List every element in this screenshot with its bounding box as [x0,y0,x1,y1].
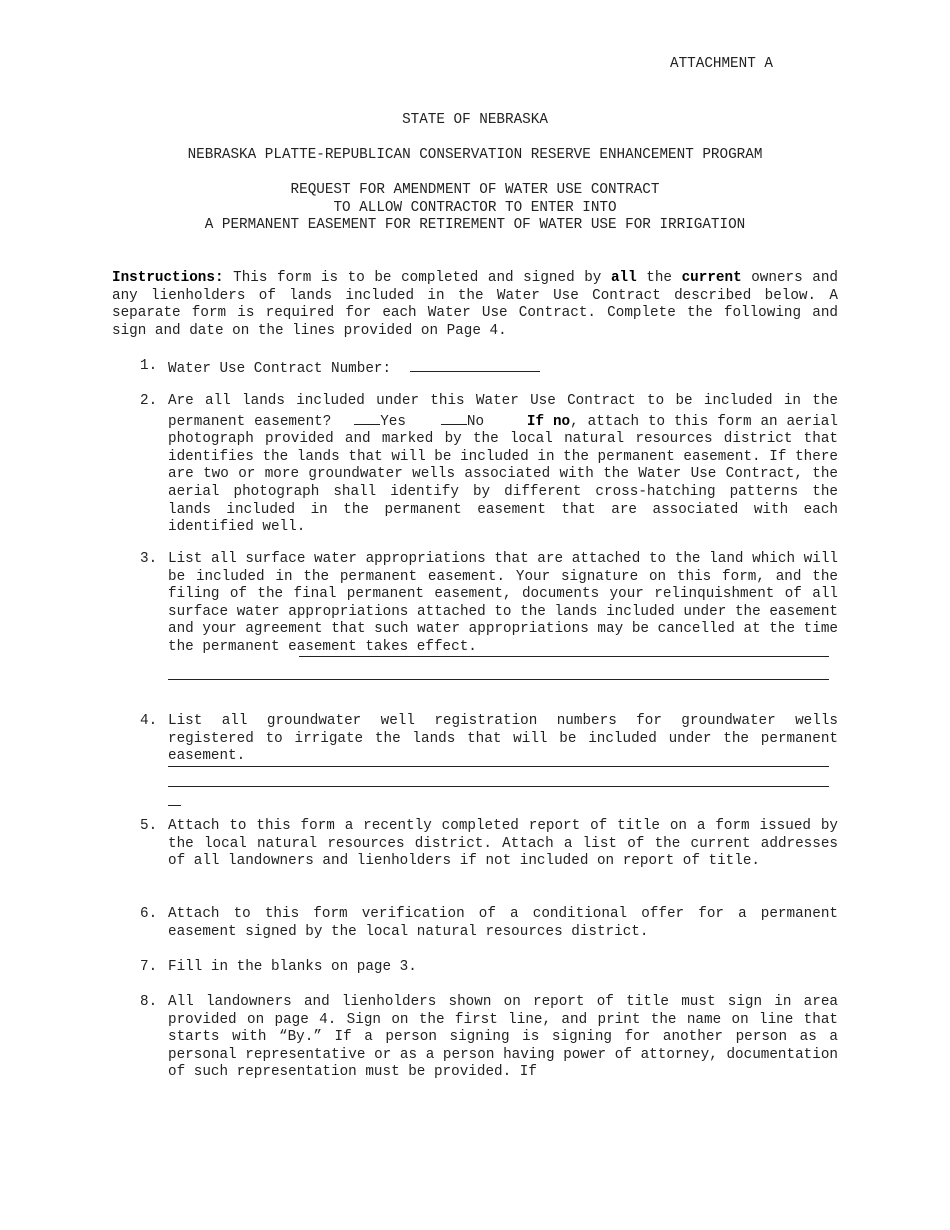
item-text-part: Fill in the blanks on page 3. [168,959,417,975]
instructions-text: owners and any lienholders of lands included in the Water Use Contract described below. A separate form is required for each Water Use Contract. Complete the following and sign and date on the lines provided on Page 4. [112,270,839,339]
item-number: 5. [140,818,158,834]
well-registration-field-line[interactable] [168,766,829,767]
no-blank[interactable] [441,411,467,425]
instructions-emphasis: all [610,270,637,286]
program-heading: NEBRASKA PLATTE-REPUBLICAN CONSERVATION RESERVE ENHANCEMENT PROGRAM [187,147,763,163]
item-text-part: Are all lands included under this Water Use Contract to be included in the permanent easement? [168,393,838,430]
item-text-part: All landowners and lienholders shown on report of title must sign in area provided on page 4. Sign on the first line, and print the name on line that starts with “By.” If a person signing is signing for another person as a personal representative or as a person having power of attorney, documentation of such representation must be provided. If [168,994,838,1081]
item-text-part: List all surface water appropriations that are attached to the land which will be included in the permanent easement. Your signature on this form, and the filing of the final permanent easement, documents your relinquishment of all surface water appropriations attached to the lands included under the easement and your agreement that such water appropriations may be cancelled at the time the permanent easement takes effect. [168,551,838,655]
state-heading: STATE OF NEBRASKA [402,112,548,128]
attachment-label: ATTACHMENT A [670,56,773,72]
well-registration-field-line[interactable] [168,786,829,787]
item-text-part: Attach to this form a recently completed report of title on a form issued by the local natural resources district. Attach a list of the current addresses of all landowners and lienholders if not included on report of title. [168,818,838,870]
instructions-label: Instructions: [112,270,224,286]
item-text [168,713,838,766]
item-number: 8. [140,994,158,1010]
yes-label: Yes [380,413,406,430]
item-text [168,358,838,379]
item-number: 3. [140,551,158,567]
item-text [168,906,838,941]
item-number: 1. [140,358,158,374]
yes-blank[interactable] [354,411,380,425]
item-text-part: Attach to this form verification of a conditional offer for a permanent easement signed by the local natural resources district. [168,906,838,940]
form-title-line: A PERMANENT EASEMENT FOR RETIREMENT OF WATER USE FOR IRRIGATION [204,217,746,234]
item-emphasis: If no [526,413,571,430]
form-title-line: TO ALLOW CONTRACTOR TO ENTER INTO [333,199,617,216]
no-label: No [466,413,485,430]
contract-number-field[interactable] [410,358,540,372]
item-text [168,393,838,537]
instructions-paragraph [112,270,838,340]
item-text [168,818,838,871]
item-text [168,959,838,977]
item-number: 7. [140,959,158,975]
instructions-emphasis: current [681,270,742,286]
item-number: 6. [140,906,158,922]
instructions-text: This form is to be completed and signed by [223,270,611,286]
item-number: 4. [140,713,158,729]
item-text [168,994,838,1082]
item-label: Water Use Contract Number: [168,361,392,377]
item-text [168,551,838,657]
form-title [0,182,950,235]
surface-water-field-line[interactable] [168,679,829,680]
surface-water-field[interactable] [299,656,829,657]
instructions-text: the [636,270,682,286]
well-registration-field-line[interactable] [168,805,181,806]
form-title-line: REQUEST FOR AMENDMENT OF WATER USE CONTRACT [290,182,660,198]
item-number: 2. [140,393,158,409]
item-text-part: List all groundwater well registration numbers for groundwater wells registered to irrigate the lands that will be included under the permanent easement. [168,713,838,765]
item-text-part: , attach to this form an aerial photograph provided and marked by the local natural resources district that identifies the lands that will be included in the permanent easement. If there are two or more groundwater wells associated with the Water Use Contract, the aerial photograph shall identify by different cross-hatching patterns the lands included in the permanent easement that are associated with each identified well. [168,413,838,536]
